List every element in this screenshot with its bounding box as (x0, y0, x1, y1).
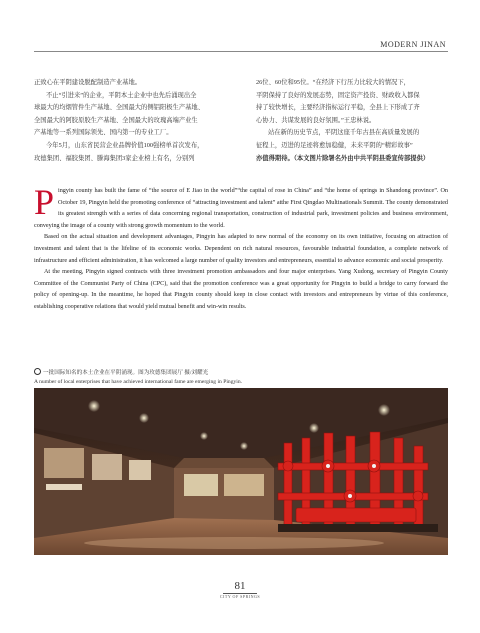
magazine-header-title: MODERN JINAN (380, 40, 446, 49)
page-footer (0, 580, 480, 599)
english-paragraph-1-text: ingyin county has built the fame of “the source of E Jiao in the world”“the capital of rose in China” and “the home of springs in Shandong province”. On October 19, Pingyin held the promoting conference of “attracting investment and talent” atthe First Qingdao Multinationals Summit. The county demonstrated its greatest strength with a series of data concerning regional transportation, construction of industrial park, investment policies and business environment, conveying the image of a county with strong growth momentum to the world. (34, 188, 448, 229)
english-paragraph-2: Based on the actual situation and development advantages, Pingyin has adapted to new normal of the economy on its own initiative, focusing on attraction of investment and talent that is the lifeline of its economic works. Dependent on rich natural resources, favourable industrial foundation, a complete network of infrastructure and efficient administration, it has welcomed a large number of quality investors and entrepreneurs, essential to advance economic and social prosperity. (34, 234, 448, 264)
caption-bullet-icon (34, 368, 41, 375)
cn-line: 26位、60位和95位。“在经济下行压力比较大的情况下， (256, 79, 410, 86)
cn-line: 持了较快增长，主要经济指标运行平稳，全县上下形成了齐 (256, 104, 420, 112)
cn-line: 全国最大的阿胶原胶生产基地、全国最大的玫瑰高端产业生 (34, 116, 198, 124)
english-paragraph-3: At the meeting, Pingyin signed contracts with three investment promotion ambassadors and four major enterprises. Yang Xudong, secretary of Pingyin County Committee of the Communist Party of China (CPC), said that the promotion conference was a great opportunity for Pingyin to build a bridge to carry forward the policy of opening-up. In the meantime, he hoped that Pingyin county should keep in close contact with investors and entrepreneurs by virtue of this conference, establishing cooperative relations that would yield mutual benefit and win-win results. (34, 269, 448, 310)
chinese-column-right (256, 77, 451, 165)
cn-line: 今年5月，山东省民营企业品牌价值100强榜单首次发布， (46, 141, 204, 149)
english-article (34, 182, 448, 314)
cn-line: 心协力、共谋发展的良好氛围。”王忠林说。 (256, 116, 376, 124)
cn-line: 玫德集团、福胶集团、滕海集团3家企业榜上有名，分别列 (34, 154, 195, 162)
header-rule (34, 51, 448, 52)
english-paragraph-1 (34, 182, 448, 232)
cn-line: 产基地等一系列国际领先、国内第一的专业工厂。 (34, 129, 173, 137)
exhibition-hall-photo (34, 388, 448, 555)
cn-line: 正致心在平阴建设脱配制造产业基地。 (34, 79, 142, 86)
caption-cn-text: 一批国际知名的本土企业在平阴涌现。图为玫德集团展厅 摄/刘耀光 (43, 370, 209, 376)
caption-en: A number of local enterprises that have achieved international fame are emerging in Pingyin. (34, 379, 243, 385)
exhibition-hall-illustration (34, 388, 448, 555)
cn-line: 平阴保持了良好的发展态势，固定资产投资、财政收入都保 (256, 91, 420, 99)
cn-line: 征程上，迈进的足迹将愈加稳健，未来平阴的“精彩故事” (256, 141, 413, 149)
cn-line: 不止“引进来”的企业，平阴本土企业中也先后涌现出全 (46, 91, 197, 99)
footer-subtitle: CITY OF SPRINGS (219, 594, 261, 599)
cn-line: 亦值得期待。（本文图片除署名外由中共平阴县委宣传部提供） (256, 154, 430, 162)
page-number: 81 (234, 580, 246, 592)
drop-cap: P (34, 182, 55, 222)
chinese-column-left (34, 77, 244, 165)
caption-cn (34, 368, 242, 378)
cn-line: 站在新的历史节点，平阴这座千年古县在高质量发展的 (268, 129, 420, 137)
photo-caption (34, 368, 242, 387)
cn-line: 球最大的均烟管件生产基地、全国最大的侧铝阳极生产基地、 (34, 104, 205, 112)
